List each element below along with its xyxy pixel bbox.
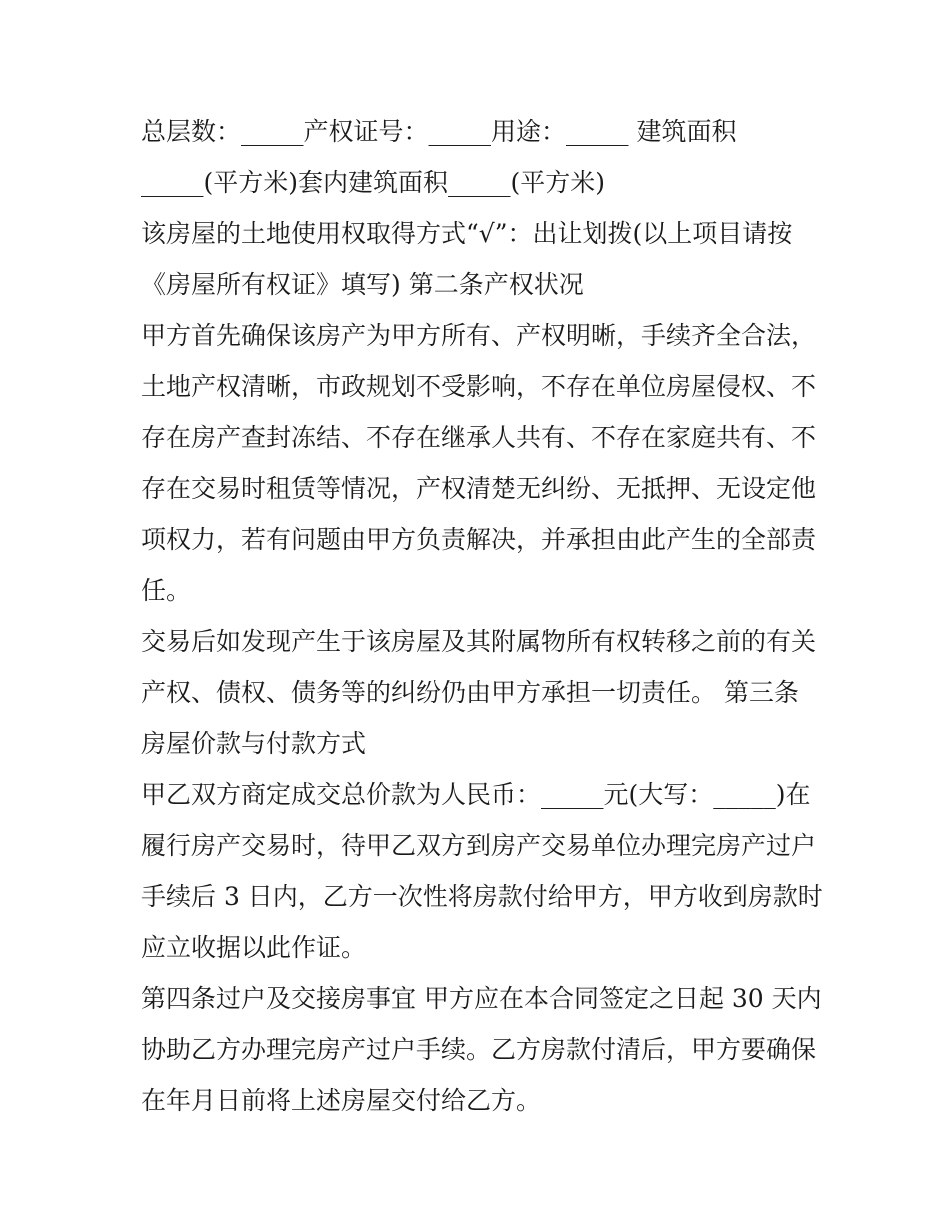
- text-line: 在年月日前将上述房屋交付给乙方。: [141, 1086, 542, 1115]
- text-line: 该房屋的土地使用权取得方式“√”：出让划拨(以上项目请按: [141, 219, 793, 248]
- text-line: 手续后 3 日内，乙方一次性将房款付给甲方，甲方收到房款时: [141, 882, 823, 911]
- text-line: 协助乙方办理完房产过户手续。乙方房款付清后，甲方要确保: [141, 1035, 817, 1064]
- text-line: 第四条过户及交接房事宜 甲方应在本合同签定之日起 30 天内: [141, 984, 822, 1013]
- text-line: 甲乙双方商定成交总价款为人民币：_____元(大写：_____)在: [141, 780, 811, 809]
- text-line: 土地产权清晰，市政规划不受影响，不存在单位房屋侵权、不: [141, 372, 817, 401]
- text-line: 总层数：_____产权证号：_____用途：_____ 建筑面积: [141, 117, 737, 146]
- text-line: 交易后如发现产生于该房屋及其附属物所有权转移之前的有关: [141, 627, 817, 656]
- contract-text: [141, 106, 821, 1126]
- text-line: 应立收据以此作证。: [141, 933, 367, 962]
- text-line: 产权、债权、债务等的纠纷仍由甲方承担一切责任。 第三条: [141, 678, 799, 707]
- text-line: 任。: [141, 576, 192, 605]
- text-line: 房屋价款与付款方式: [141, 729, 367, 758]
- text-line: 存在房产查封冻结、不存在继承人共有、不存在家庭共有、不: [141, 423, 817, 452]
- text-line: 《房屋所有权证》填写) 第二条产权状况: [141, 270, 584, 299]
- text-line: _____(平方米)套内建筑面积_____(平方米): [141, 168, 606, 197]
- text-line: 项权力，若有问题由甲方负责解决，并承担由此产生的全部责: [141, 525, 817, 554]
- text-line: 甲方首先确保该房产为甲方所有、产权明晰，手续齐全合法，: [141, 321, 817, 350]
- text-line: 存在交易时租赁等情况，产权清楚无纠纷、无抵押、无设定他: [141, 474, 817, 503]
- text-line: 履行房产交易时，待甲乙双方到房产交易单位办理完房产过户: [141, 831, 817, 860]
